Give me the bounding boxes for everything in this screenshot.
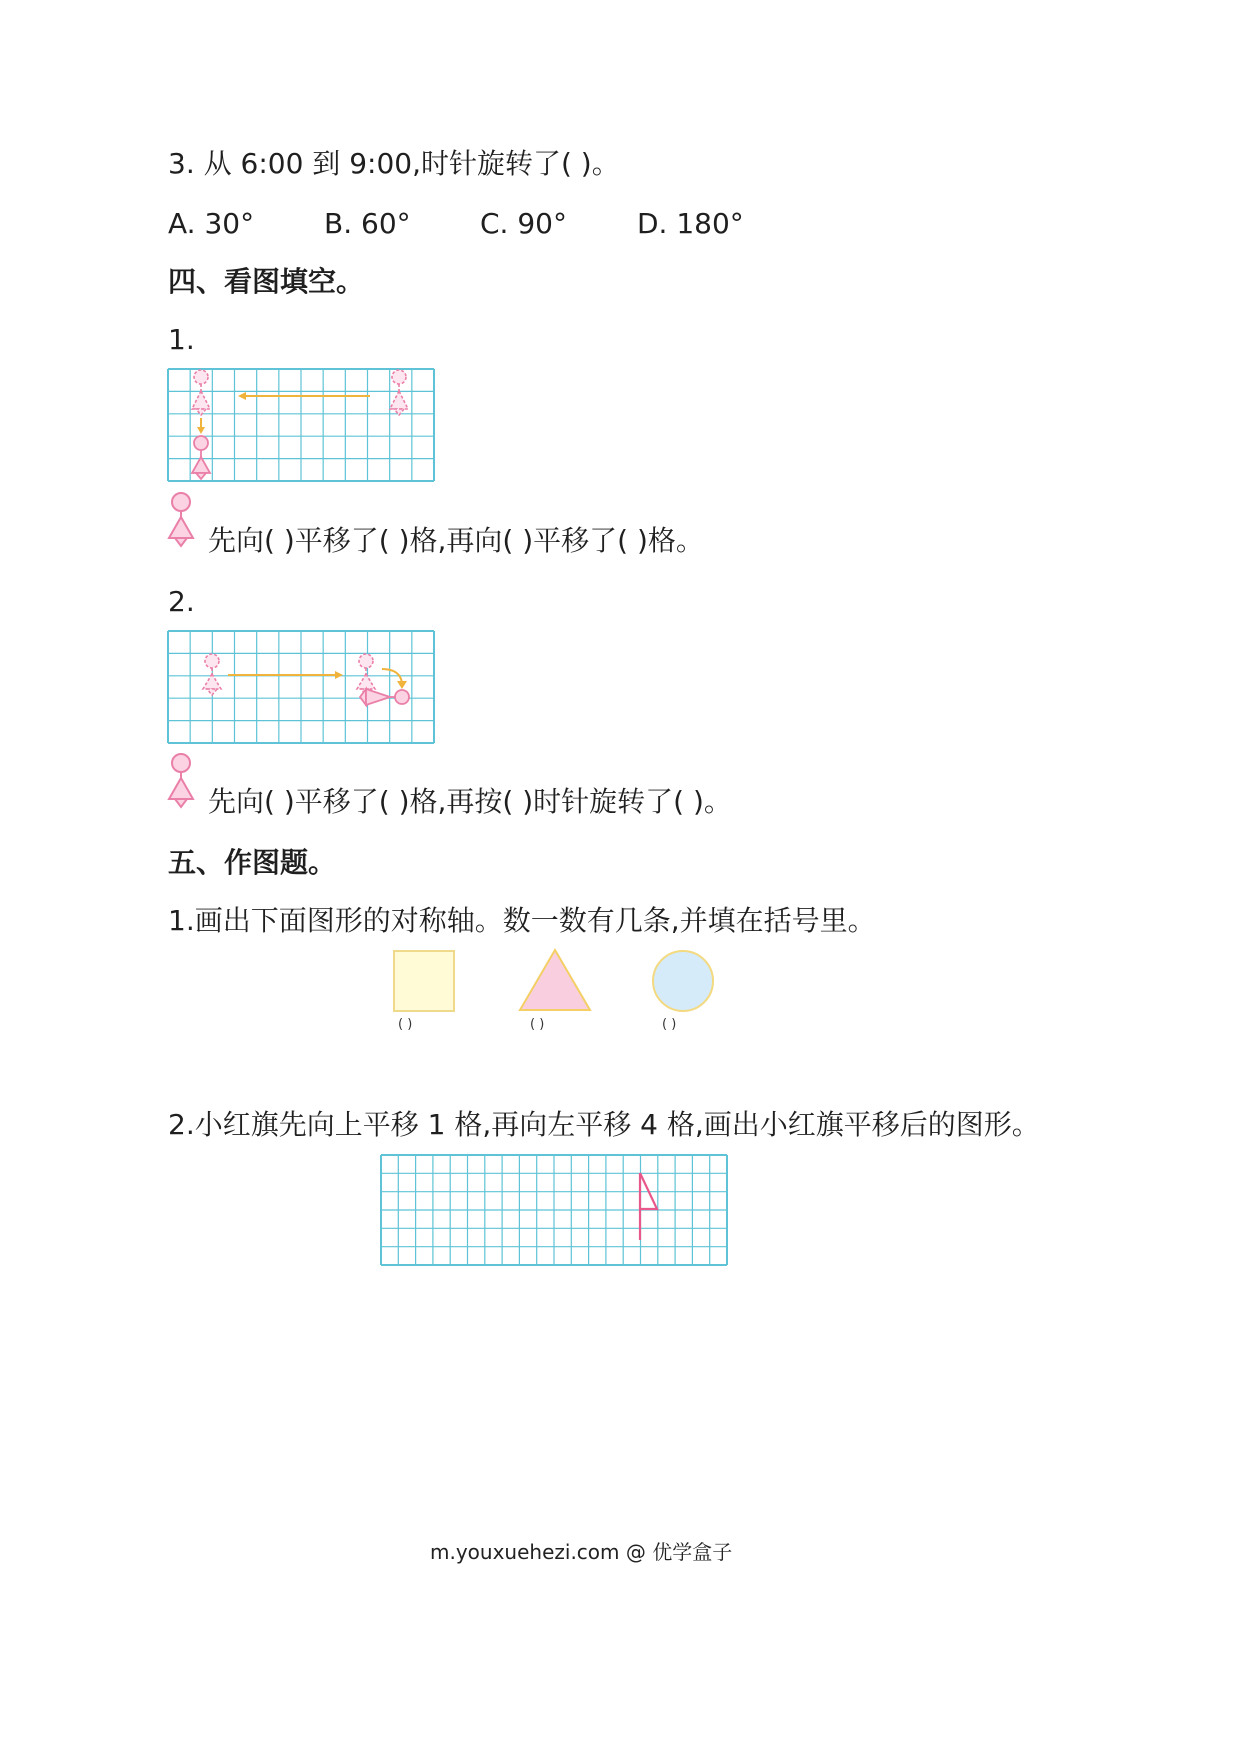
flag-grid — [381, 1155, 727, 1265]
grid-figure-1 — [168, 369, 434, 481]
blank-triangle: ( ) — [530, 1017, 545, 1032]
arrow-icon — [228, 671, 343, 679]
question-3-stem: 3. 从 6:00 到 9:00,时针旋转了( )。 — [168, 147, 620, 180]
person-figure-icon — [192, 436, 210, 479]
section-4-item-2-sentence: 先向( )平移了( )格,再按( )时针旋转了( )。 — [208, 785, 732, 818]
person-figure-icon — [360, 689, 409, 705]
person-figure-icon — [166, 753, 198, 811]
blank-circle: ( ) — [662, 1017, 677, 1032]
option-d: D. 180° — [637, 207, 744, 240]
section-5-item-1-prompt: 1.画出下面图形的对称轴。数一数有几条,并填在括号里。 — [168, 904, 876, 937]
person-figure-icon — [192, 370, 210, 415]
section-4-title: 四、看图填空。 — [168, 265, 365, 298]
circle-shape — [651, 949, 715, 1013]
person-figure-icon — [166, 492, 198, 550]
section-4-item-1-sentence: 先向( )平移了( )格,再向( )平移了( )格。 — [208, 524, 704, 557]
section-4-item-1-number: 1. — [168, 323, 195, 356]
section-4-item-2-number: 2. — [168, 585, 195, 618]
square-shape — [393, 950, 455, 1012]
triangle-shape — [518, 948, 592, 1012]
option-a: A. 30° — [168, 207, 255, 240]
grid-figure-2 — [168, 631, 434, 743]
flag-icon — [640, 1173, 657, 1240]
section-5-item-2-prompt: 2.小红旗先向上平移 1 格,再向左平移 4 格,画出小红旗平移后的图形。 — [168, 1108, 1040, 1141]
arrow-icon — [197, 418, 205, 434]
rotate-arrow-icon — [382, 669, 407, 689]
section-5-title: 五、作图题。 — [168, 846, 337, 879]
arrow-icon — [238, 392, 370, 400]
person-figure-icon — [390, 370, 408, 415]
option-b: B. 60° — [324, 207, 411, 240]
blank-square: ( ) — [398, 1017, 413, 1032]
option-c: C. 90° — [480, 207, 567, 240]
person-figure-icon — [203, 654, 221, 695]
footer-watermark: m.youxuehezi.com @ 优学盒子 — [430, 1540, 733, 1564]
